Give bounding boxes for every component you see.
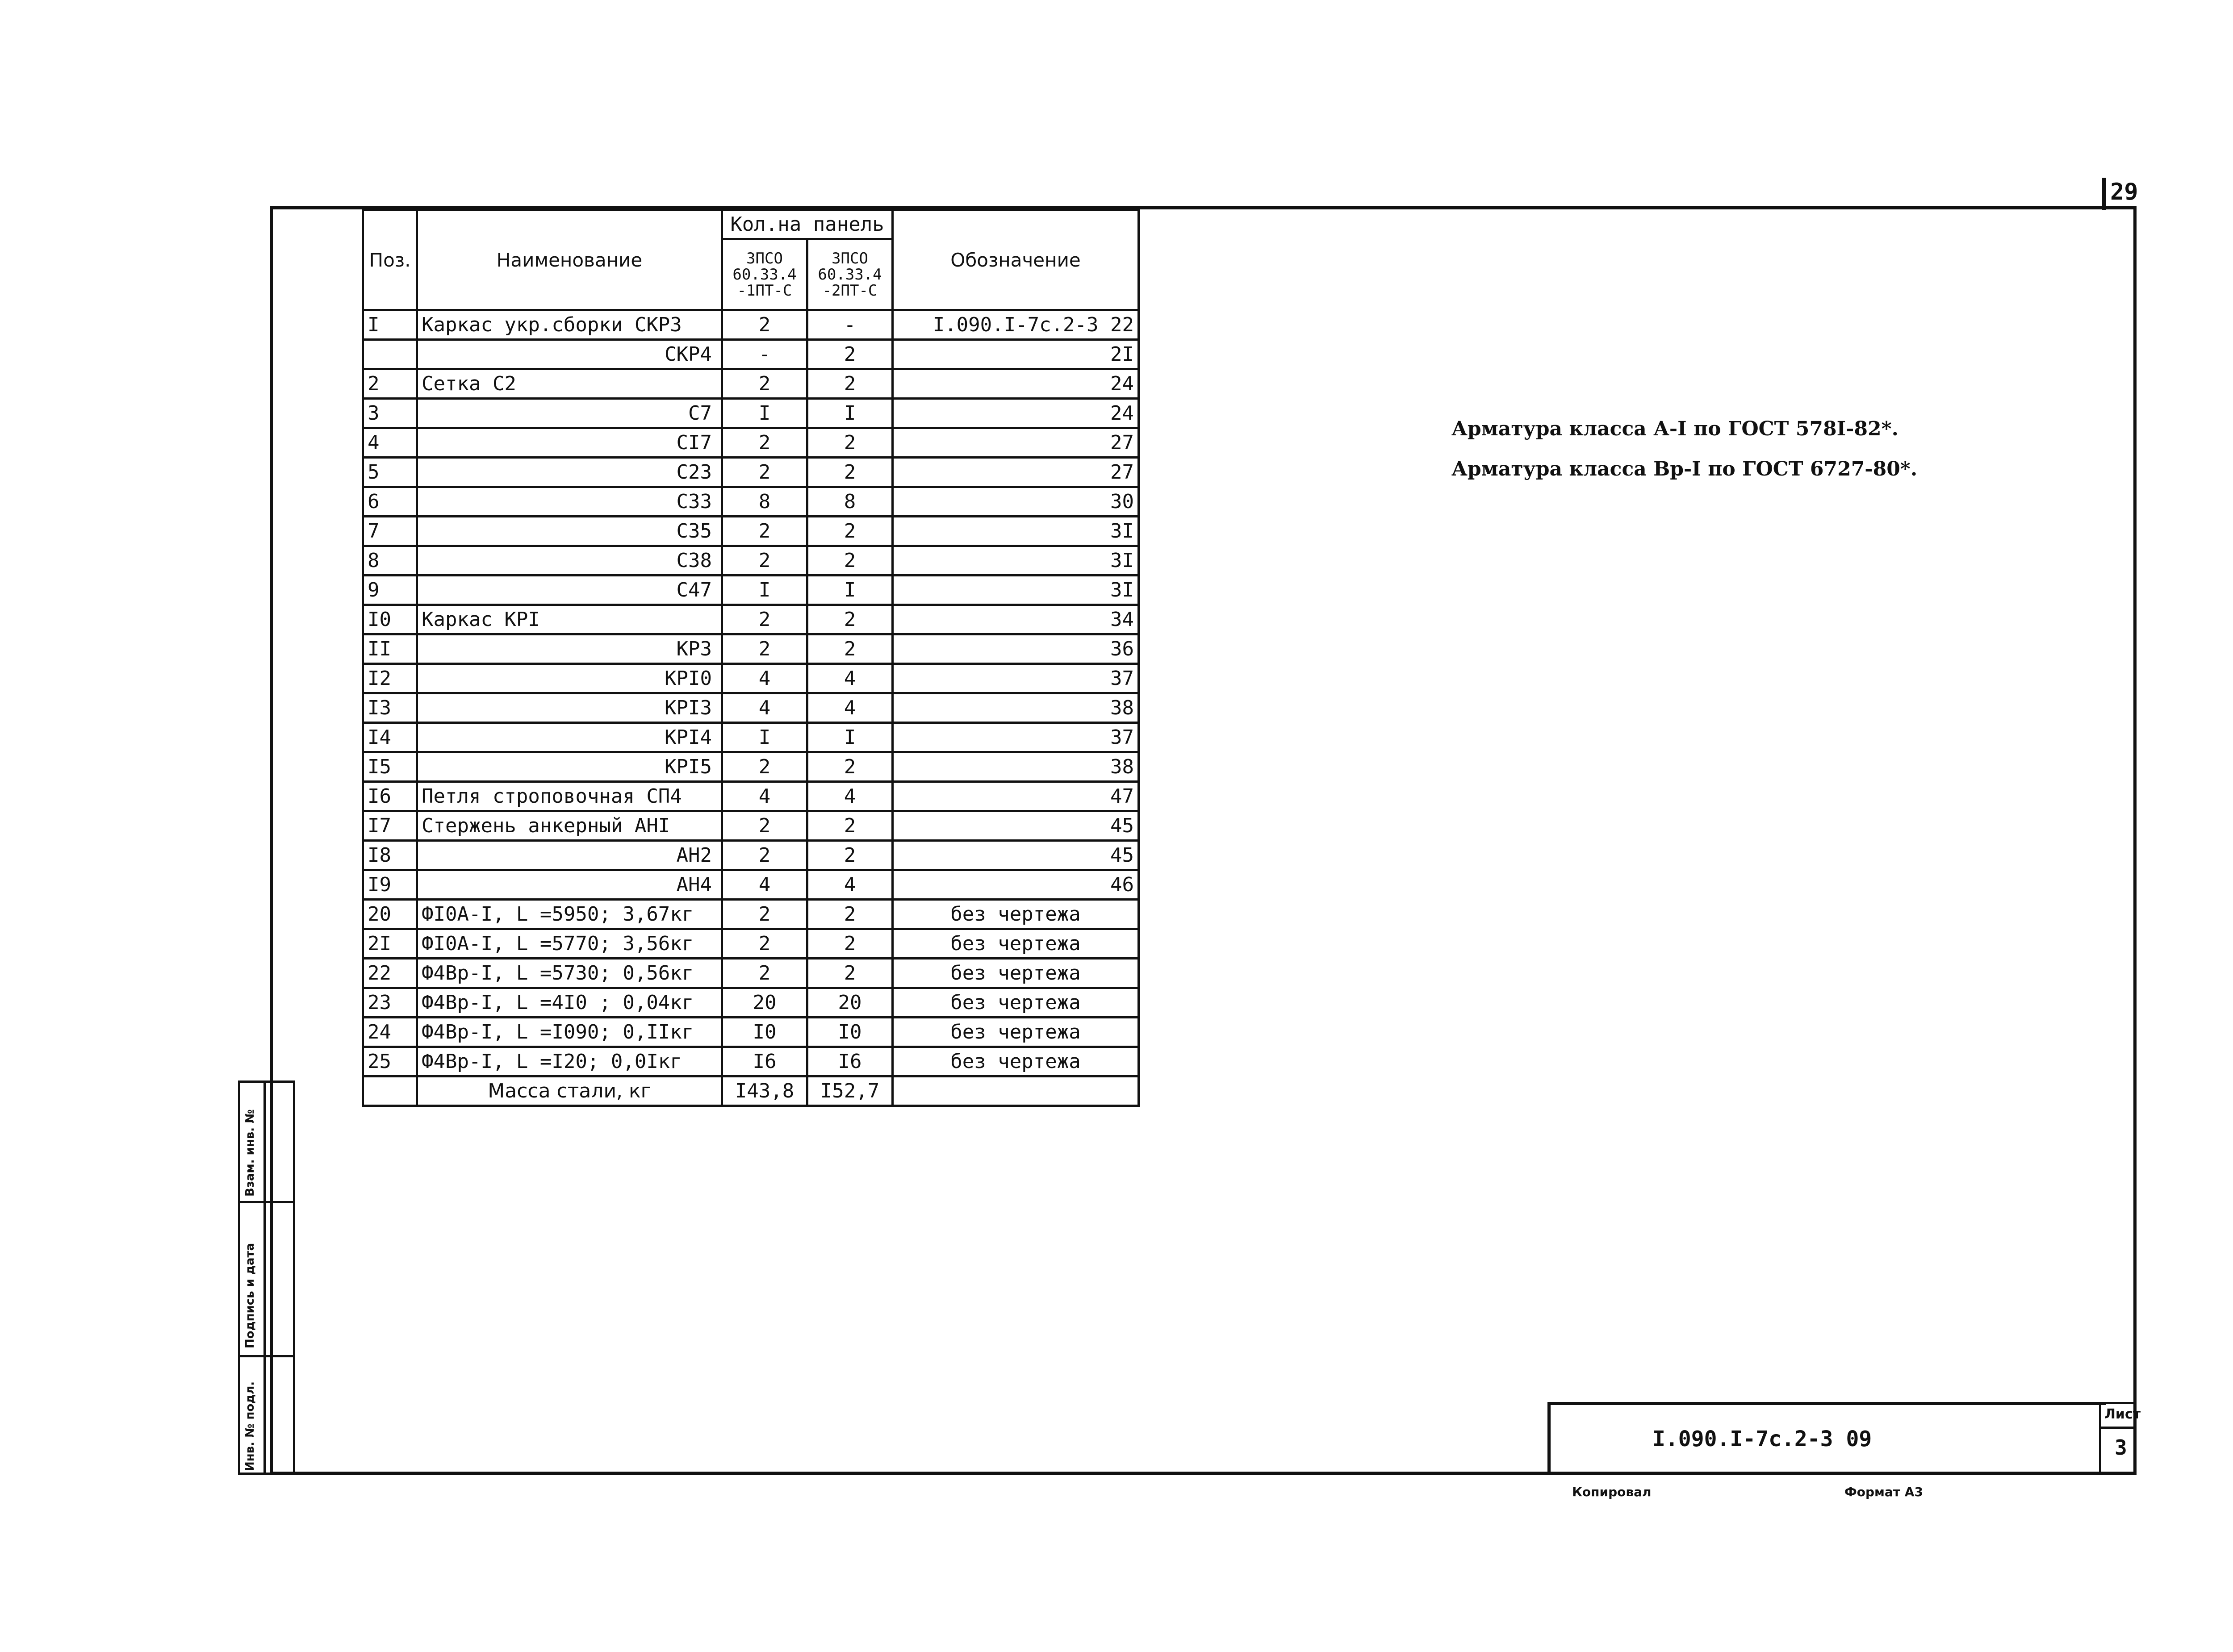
row-qty-a: 2 [722,929,807,959]
row-pos: 24 [363,1018,417,1047]
row-qty-a: 2 [722,811,807,841]
table-row [363,723,1139,752]
row-qty-b: I [807,399,893,428]
footer-format: Формат А3 [1844,1485,1923,1499]
side-stamp-divider [238,1201,295,1203]
row-pos: I7 [363,811,417,841]
row-name: ФI0А-I, L =5770; 3,56кг [417,929,722,959]
sheet-box-divider [2099,1427,2137,1429]
mass-row [363,1076,1139,1106]
row-qty-b: 2 [807,634,893,664]
side-stamp-sign-date: Подпись и дата [243,1243,257,1348]
row-name: Каркас КРI [417,605,722,634]
row-qty-b: 2 [807,811,893,841]
table-row [363,870,1139,900]
row-name: С35 [417,517,722,546]
row-qty-b: I [807,576,893,605]
table-row [363,399,1139,428]
table-row [363,546,1139,576]
table-row [363,517,1139,546]
row-qty-a: 4 [722,870,807,900]
side-stamp-inv-no: Взам. инв. № [243,1109,257,1197]
row-qty-a: 2 [722,752,807,782]
table-row [363,576,1139,605]
row-pos: I8 [363,841,417,870]
row-pos: 2I [363,929,417,959]
table-row [363,310,1139,340]
row-qty-a: I [722,576,807,605]
row-pos: I3 [363,693,417,723]
row-qty-a: 8 [722,487,807,517]
row-pos: 20 [363,900,417,929]
row-doc: без чертежа [893,1047,1139,1076]
sheet-number: 3 [2115,1435,2127,1460]
row-qty-a: 2 [722,310,807,340]
row-doc: 38 [893,752,1139,782]
row-qty-a: 2 [722,900,807,929]
row-doc: 24 [893,399,1139,428]
row-qty-b: 2 [807,428,893,458]
row-qty-b: 2 [807,458,893,487]
row-qty-b: 2 [807,369,893,399]
row-qty-b: 2 [807,546,893,576]
row-name: СКР4 [417,340,722,369]
row-pos: 4 [363,428,417,458]
row-pos: I0 [363,605,417,634]
table-row [363,369,1139,399]
row-qty-a: 4 [722,782,807,811]
row-doc: 30 [893,487,1139,517]
header-pos: Поз. [363,210,417,310]
row-doc: 3I [893,517,1139,546]
row-qty-b: 4 [807,782,893,811]
row-doc: 27 [893,458,1139,487]
row-qty-a: 2 [722,428,807,458]
row-doc: 45 [893,841,1139,870]
row-doc: 36 [893,634,1139,664]
table-row [363,487,1139,517]
table-row [363,1047,1139,1076]
row-pos: 2 [363,369,417,399]
row-doc: без чертежа [893,988,1139,1018]
row-name: Ф4Вр-I, L =I090; 0,IIкг [417,1018,722,1047]
table-row [363,605,1139,634]
row-qty-a: 4 [722,664,807,693]
document-code: I.090.I-7с.2-3 09 [1652,1427,1872,1452]
row-doc: 45 [893,811,1139,841]
row-qty-a: 2 [722,605,807,634]
table-row [363,458,1139,487]
mass-qty-b: I52,7 [807,1076,893,1106]
row-doc: 34 [893,605,1139,634]
row-qty-b: 2 [807,517,893,546]
row-pos: 6 [363,487,417,517]
header-qty-b [807,239,893,310]
row-qty-b: 4 [807,693,893,723]
side-stamp-divider [238,1355,295,1357]
sheet-label: Лист [2104,1406,2141,1422]
table-row [363,428,1139,458]
row-qty-b: 2 [807,605,893,634]
row-doc: I.090.I-7с.2-3 22 [893,310,1139,340]
table-row [363,811,1139,841]
row-qty-b: I6 [807,1047,893,1076]
row-pos: 22 [363,959,417,988]
row-qty-a: 2 [722,546,807,576]
row-doc: 3I [893,576,1139,605]
row-name: Сетка С2 [417,369,722,399]
table-row [363,988,1139,1018]
row-qty-b: 2 [807,959,893,988]
row-doc: 2I [893,340,1139,369]
row-qty-b: 2 [807,841,893,870]
row-qty-a: I6 [722,1047,807,1076]
row-name: Каркас укр.сборки СКР3 [417,310,722,340]
row-qty-a: 2 [722,841,807,870]
row-pos: I5 [363,752,417,782]
row-qty-b: 4 [807,870,893,900]
row-pos: I9 [363,870,417,900]
row-pos: I6 [363,782,417,811]
row-qty-a: 2 [722,458,807,487]
row-qty-b: - [807,310,893,340]
row-qty-b: I [807,723,893,752]
row-qty-a: I0 [722,1018,807,1047]
row-doc: без чертежа [893,959,1139,988]
table-row [363,1018,1139,1047]
row-doc: 3I [893,546,1139,576]
header-qty-a-text: 3ПСО 60.33.4 -1ПТ-С [732,250,797,300]
row-name: АН4 [417,870,722,900]
page-number: 29 [2110,179,2138,205]
row-qty-b: 2 [807,929,893,959]
row-qty-a: 2 [722,634,807,664]
row-qty-b: 2 [807,752,893,782]
row-name: Ф4Вр-I, L =I20; 0,0Iкг [417,1047,722,1076]
mass-pos [363,1076,417,1106]
row-qty-b: 4 [807,664,893,693]
row-doc: 46 [893,870,1139,900]
row-doc: 24 [893,369,1139,399]
row-pos: 8 [363,546,417,576]
row-pos: I [363,310,417,340]
row-doc: 37 [893,664,1139,693]
row-name: КРI3 [417,693,722,723]
row-name: КРI5 [417,752,722,782]
row-pos: 25 [363,1047,417,1076]
row-doc: 47 [893,782,1139,811]
row-doc: без чертежа [893,929,1139,959]
mass-doc [893,1076,1139,1106]
row-name: С7 [417,399,722,428]
row-name: С47 [417,576,722,605]
row-name: КР3 [417,634,722,664]
row-name: С23 [417,458,722,487]
header-qty-a [722,239,807,310]
row-pos: I2 [363,664,417,693]
row-pos: II [363,634,417,664]
footer-copied: Копировал [1572,1485,1652,1499]
row-pos: 5 [363,458,417,487]
row-doc: 38 [893,693,1139,723]
table-body [363,310,1139,1076]
row-qty-b: 20 [807,988,893,1018]
row-name: Петля строповочная СП4 [417,782,722,811]
row-name: КРI4 [417,723,722,752]
table-row [363,752,1139,782]
table-row [363,782,1139,811]
table-row [363,634,1139,664]
row-qty-a: 2 [722,517,807,546]
row-name: Ф4Вр-I, L =4I0 ; 0,04кг [417,988,722,1018]
row-pos: 23 [363,988,417,1018]
page-number-bar [2102,178,2106,210]
row-name: ФI0А-I, L =5950; 3,67кг [417,900,722,929]
row-qty-a: I [722,723,807,752]
table-row [363,693,1139,723]
row-doc: 27 [893,428,1139,458]
table-row [363,841,1139,870]
row-pos [363,340,417,369]
header-qty-b-text: 3ПСО 60.33.4 -2ПТ-С [818,250,882,300]
row-name: КРI0 [417,664,722,693]
side-stamp-divider [263,1080,266,1475]
table-row [363,340,1139,369]
specification-table [362,209,1140,1107]
row-pos: I4 [363,723,417,752]
row-pos: 3 [363,399,417,428]
mass-qty-a: I43,8 [722,1076,807,1106]
table-row [363,959,1139,988]
note-reinforcement-vr1: Арматура класса Вр-I по ГОСТ 6727-80*. [1451,458,1918,480]
row-doc: без чертежа [893,1018,1139,1047]
row-qty-b: 8 [807,487,893,517]
row-doc: 37 [893,723,1139,752]
row-qty-a: 4 [722,693,807,723]
header-doc: Обозначение [893,210,1139,310]
row-pos: 9 [363,576,417,605]
row-name: Ф4Вр-I, L =5730; 0,56кг [417,959,722,988]
row-pos: 7 [363,517,417,546]
row-qty-a: 2 [722,369,807,399]
row-name: Стержень анкерный АНI [417,811,722,841]
header-name: Наименование [417,210,722,310]
row-qty-a: 2 [722,959,807,988]
table-row [363,929,1139,959]
row-name: С33 [417,487,722,517]
row-qty-b: 2 [807,340,893,369]
row-doc: без чертежа [893,900,1139,929]
row-qty-b: I0 [807,1018,893,1047]
header-qty-group: Кол.на панель [722,210,893,239]
table-row [363,664,1139,693]
row-name: СI7 [417,428,722,458]
note-reinforcement-a1: Арматура класса А-I по ГОСТ 578I-82*. [1451,417,1898,440]
row-name: С38 [417,546,722,576]
side-stamp-inv-orig: Инв. № подл. [243,1381,257,1471]
row-qty-a: 20 [722,988,807,1018]
row-qty-b: 2 [807,900,893,929]
table-row [363,900,1139,929]
row-name: АН2 [417,841,722,870]
mass-label: Масса стали, кг [417,1076,722,1106]
row-qty-a: - [722,340,807,369]
row-qty-a: I [722,399,807,428]
